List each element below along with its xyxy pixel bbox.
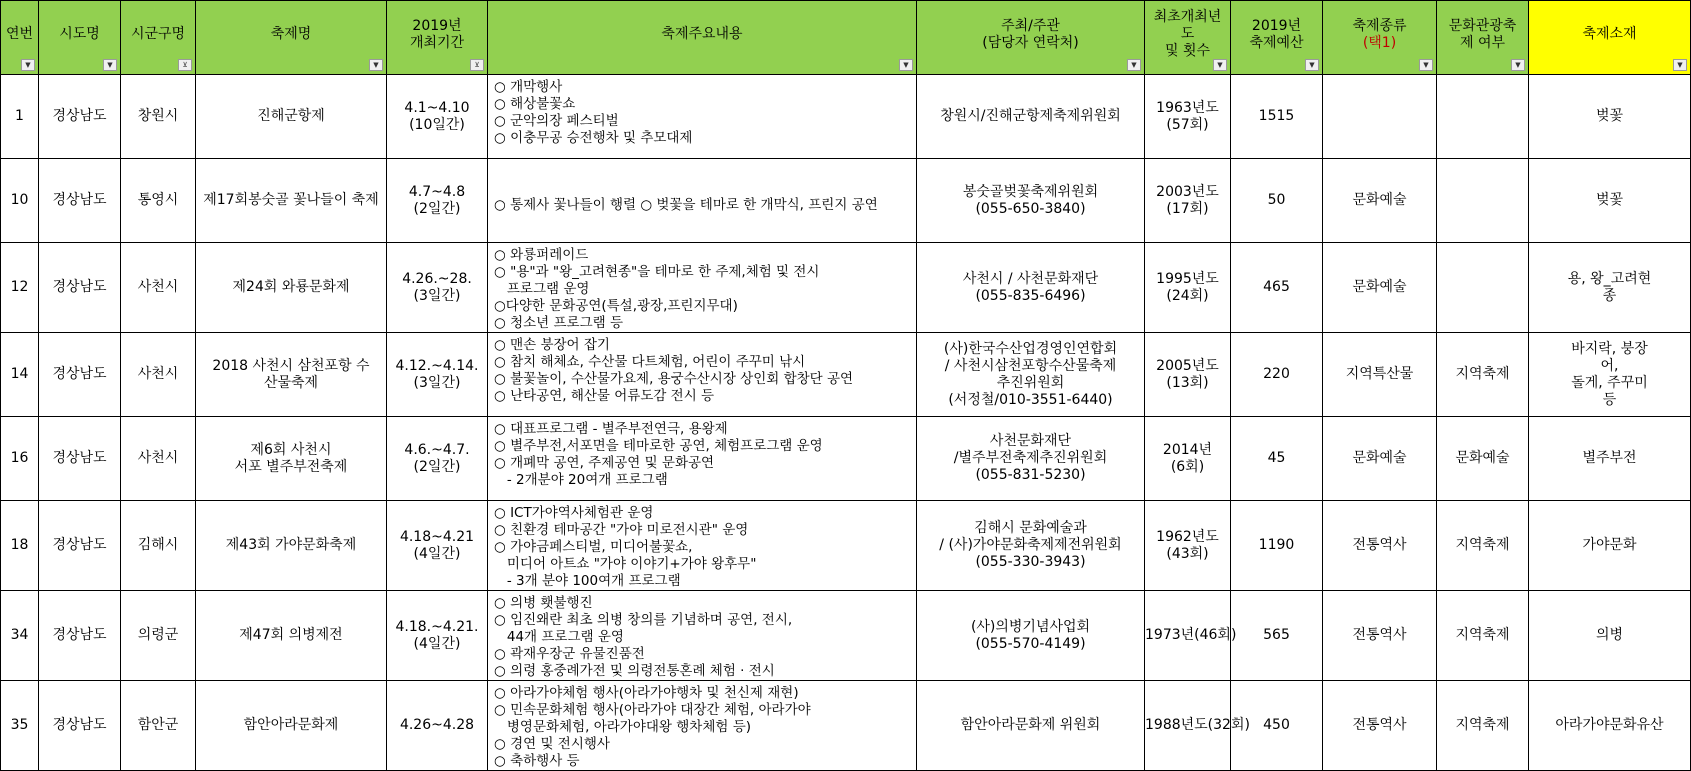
cell-first-held[interactable]: 2005년도 (13회) — [1145, 333, 1231, 417]
cell-theme[interactable]: 용, 왕_고려현 종 — [1529, 243, 1691, 333]
cell-host[interactable]: 사천문화재단 /별주부전축제추진위원회 (055-831-5230) — [917, 417, 1145, 501]
cell-kind[interactable]: 문화예술 — [1323, 417, 1437, 501]
cell-kind[interactable]: 문화예술 — [1323, 159, 1437, 243]
cell-content[interactable]: ○ 통제사 꽃나들이 행렬 ○ 벚꽃을 테마로 한 개막식, 프린지 공연 — [488, 159, 917, 243]
cell-no[interactable]: 16 — [1, 417, 39, 501]
table-row[interactable] — [1, 333, 1691, 417]
cell-no[interactable]: 1 — [1, 75, 39, 159]
cell-sido[interactable]: 경상남도 — [39, 417, 121, 501]
filter-dropdown-icon[interactable]: ▼ — [1305, 59, 1319, 71]
cell-budget[interactable]: 465 — [1231, 243, 1323, 333]
cell-theme[interactable]: 별주부전 — [1529, 417, 1691, 501]
filter-dropdown-icon[interactable]: ▼ — [103, 59, 117, 71]
table-row[interactable] — [1, 417, 1691, 501]
cell-content[interactable]: ○ 대표프로그램 - 별주부전연극, 용왕제 ○ 별주부전,서포면을 테마로한 공연, 체험프로그램 운영 ○ 개폐막 공연, 주제공연 및 문화공연 - 2개분야 20여개 프로그램 — [488, 417, 917, 501]
cell-sigungu[interactable]: 함안군 — [121, 681, 196, 771]
cell-budget[interactable]: 220 — [1231, 333, 1323, 417]
cell-sido[interactable]: 경상남도 — [39, 501, 121, 591]
cell-festival-name[interactable]: 제47회 의병제전 — [196, 591, 387, 681]
cell-content[interactable]: ○ 개막행사 ○ 해상불꽃쇼 ○ 군악의장 페스티벌 ○ 이충무공 승전행차 및 추모대제 — [488, 75, 917, 159]
filter-active-icon[interactable]: ⊻ — [178, 59, 192, 71]
filter-dropdown-icon[interactable]: ▼ — [899, 59, 913, 71]
cell-cultural[interactable]: 지역축제 — [1437, 591, 1529, 681]
cell-theme[interactable]: 의병 — [1529, 591, 1691, 681]
cell-cultural[interactable]: 지역축제 — [1437, 681, 1529, 771]
header-sido: 시도명 ▼ — [39, 1, 121, 75]
filter-dropdown-icon[interactable]: ▼ — [1511, 59, 1525, 71]
cell-sido[interactable]: 경상남도 — [39, 243, 121, 333]
cell-period[interactable]: 4.7~4.8 (2일간) — [387, 159, 488, 243]
cell-theme[interactable]: 가야문화 — [1529, 501, 1691, 591]
cell-host[interactable]: 봉숫골벚꽃축제위원회 (055-650-3840) — [917, 159, 1145, 243]
cell-sigungu[interactable]: 김해시 — [121, 501, 196, 591]
filter-dropdown-icon[interactable]: ▼ — [21, 59, 35, 71]
table-row[interactable] — [1, 681, 1691, 771]
cell-first-held[interactable]: 2014년 (6회) — [1145, 417, 1231, 501]
filter-active-icon[interactable]: ⊻ — [470, 59, 484, 71]
header-first-held: 최초개최년 도 및 횟수 ▼ — [1145, 1, 1231, 75]
cell-content[interactable]: ○ 의병 횃불행진 ○ 임진왜란 최초 의병 창의를 기념하며 공연, 전시, 44개 프로그램 운영 ○ 곽재우장군 유물진품전 ○ 의령 홍중례가전 및 의령전통혼례 체험 · 전시 — [488, 591, 917, 681]
cell-period[interactable]: 4.1~4.10 (10일간) — [387, 75, 488, 159]
cell-period[interactable]: 4.6.~4.7. (2일간) — [387, 417, 488, 501]
header-festival-name: 축제명 ▼ — [196, 1, 387, 75]
cell-first-held[interactable]: 1963년도 (57회) — [1145, 75, 1231, 159]
header-no: 연번 ▼ — [1, 1, 39, 75]
cell-no[interactable]: 10 — [1, 159, 39, 243]
cell-festival-name[interactable]: 함안아라문화제 — [196, 681, 387, 771]
cell-theme[interactable]: 아라가야문화유산 — [1529, 681, 1691, 771]
cell-host[interactable]: (사)의병기념사업회 (055-570-4149) — [917, 591, 1145, 681]
cell-kind[interactable]: 전통역사 — [1323, 591, 1437, 681]
table-row[interactable] — [1, 243, 1691, 333]
table-row[interactable] — [1, 501, 1691, 591]
cell-cultural[interactable]: 지역축제 — [1437, 333, 1529, 417]
cell-festival-name[interactable]: 진해군항제 — [196, 75, 387, 159]
cell-budget[interactable]: 50 — [1231, 159, 1323, 243]
cell-period[interactable]: 4.18.~4.21. (4일간) — [387, 591, 488, 681]
cell-festival-name[interactable]: 제43회 가야문화축제 — [196, 501, 387, 591]
header-host: 주최/주관 (담당자 연락처) ▼ — [917, 1, 1145, 75]
header-kind: 축제종류 (택1) ▼ — [1323, 1, 1437, 75]
cell-budget[interactable]: 565 — [1231, 591, 1323, 681]
cell-sigungu[interactable]: 사천시 — [121, 333, 196, 417]
cell-host[interactable]: (사)한국수산업경영인연합회 / 사천시삼천포항수산물축제 추진위원회 (서정철/010-3551-6440) — [917, 333, 1145, 417]
cell-theme[interactable]: 벚꽃 — [1529, 159, 1691, 243]
filter-dropdown-icon[interactable]: ▼ — [1213, 59, 1227, 71]
cell-period[interactable]: 4.12.~4.14. (3일간) — [387, 333, 488, 417]
cell-sigungu[interactable]: 사천시 — [121, 243, 196, 333]
header-sigungu: 시군구명 ⊻ — [121, 1, 196, 75]
cell-cultural[interactable]: 문화예술 — [1437, 417, 1529, 501]
cell-budget[interactable]: 1190 — [1231, 501, 1323, 591]
cell-festival-name[interactable]: 2018 사천시 삼천포항 수 산물축제 — [196, 333, 387, 417]
table-row[interactable] — [1, 75, 1691, 159]
cell-festival-name[interactable]: 제24회 와룡문화제 — [196, 243, 387, 333]
cell-content[interactable]: ○ ICT가야역사체험관 운영 ○ 친환경 테마공간 "가야 미로전시관" 운영 ○ 가야금페스티벌, 미디어불꽃쇼, 미디어 아트쇼 "가야 이야기+가야 왕후무" - 3개 분야 100여개 프로그램 — [488, 501, 917, 591]
header-cultural: 문화관광축 제 여부 ▼ — [1437, 1, 1529, 75]
cell-sido[interactable]: 경상남도 — [39, 333, 121, 417]
cell-no[interactable]: 12 — [1, 243, 39, 333]
header-budget: 2019년 축제예산 ▼ — [1231, 1, 1323, 75]
cell-sigungu[interactable]: 통영시 — [121, 159, 196, 243]
cell-host[interactable]: 함안아라문화제 위원회 — [917, 681, 1145, 771]
cell-no[interactable]: 35 — [1, 681, 39, 771]
cell-cultural[interactable]: 지역축제 — [1437, 501, 1529, 591]
cell-cultural[interactable] — [1437, 75, 1529, 159]
cell-cultural[interactable] — [1437, 243, 1529, 333]
cell-first-held[interactable]: 1988년도(32회) — [1145, 681, 1231, 771]
cell-no[interactable]: 34 — [1, 591, 39, 681]
cell-first-held[interactable]: 1995년도 (24회) — [1145, 243, 1231, 333]
cell-no[interactable]: 14 — [1, 333, 39, 417]
table-row[interactable] — [1, 591, 1691, 681]
header-kind-note: (택1) — [1362, 34, 1397, 51]
header-period: 2019년 개최기간 ⊻ — [387, 1, 488, 75]
cell-sigungu[interactable]: 사천시 — [121, 417, 196, 501]
cell-festival-name[interactable]: 제6회 사천시 서포 별주부전축제 — [196, 417, 387, 501]
cell-content[interactable]: ○ 와룡퍼레이드 ○ "용"과 "왕_고려현종"을 테마로 한 주제,체험 및 전시 프로그램 운영 ○다양한 문화공연(특설,광장,프린지무대) ○ 청소년 프로그램 등 — [488, 243, 917, 333]
cell-kind[interactable] — [1323, 75, 1437, 159]
cell-period[interactable]: 4.26.~28. (3일간) — [387, 243, 488, 333]
filter-dropdown-icon[interactable]: ▼ — [1419, 59, 1433, 71]
cell-content[interactable]: ○ 아라가야체험 행사(아라가야행차 및 천신제 재현) ○ 민속문화체험 행사(아라가야 대장간 체험, 아라가야 병영문화체험, 아라가야대왕 행차체험 등) ○ 경연 및 전시행사 ○ 축하행사 등 — [488, 681, 917, 771]
filter-dropdown-icon[interactable]: ▼ — [1673, 59, 1687, 71]
cell-kind[interactable]: 지역특산물 — [1323, 333, 1437, 417]
cell-sigungu[interactable]: 창원시 — [121, 75, 196, 159]
cell-host[interactable]: 사천시 / 사천문화재단 (055-835-6496) — [917, 243, 1145, 333]
cell-first-held[interactable]: 1973년(46회) — [1145, 591, 1231, 681]
cell-budget[interactable]: 1515 — [1231, 75, 1323, 159]
cell-sido[interactable]: 경상남도 — [39, 681, 121, 771]
cell-budget[interactable]: 450 — [1231, 681, 1323, 771]
cell-host[interactable]: 김해시 문화예술과 / (사)가야문화축제제전위원회 (055-330-3943) — [917, 501, 1145, 591]
header-content: 축제주요내용 ▼ — [488, 1, 917, 75]
cell-no[interactable]: 18 — [1, 501, 39, 591]
filter-dropdown-icon[interactable]: ▼ — [1127, 59, 1141, 71]
filter-dropdown-icon[interactable]: ▼ — [369, 59, 383, 71]
cell-sido[interactable]: 경상남도 — [39, 75, 121, 159]
cell-cultural[interactable] — [1437, 159, 1529, 243]
cell-kind[interactable]: 문화예술 — [1323, 243, 1437, 333]
cell-sido[interactable]: 경상남도 — [39, 159, 121, 243]
cell-content[interactable]: ○ 맨손 붕장어 잡기 ○ 참치 해체쇼, 수산물 다트체험, 어린이 주꾸미 낚시 ○ 불꽃놀이, 수산물가요제, 용궁수산시장 상인회 합창단 공연 ○ 난타공연, 해산물 어류도감 전시 등 — [488, 333, 917, 417]
cell-period[interactable]: 4.26~4.28 — [387, 681, 488, 771]
table-row[interactable] — [1, 159, 1691, 243]
header-theme: 축제소재 ▼ — [1529, 1, 1691, 75]
cell-festival-name[interactable]: 제17회봉숫골 꽃나들이 축제 — [196, 159, 387, 243]
cell-period[interactable]: 4.18~4.21 (4일간) — [387, 501, 488, 591]
cell-budget[interactable]: 45 — [1231, 417, 1323, 501]
cell-sigungu[interactable]: 의령군 — [121, 591, 196, 681]
cell-kind[interactable]: 전통역사 — [1323, 501, 1437, 591]
cell-theme[interactable]: 벚꽃 — [1529, 75, 1691, 159]
header-row — [1, 1, 1691, 75]
cell-first-held[interactable]: 1962년도 (43회) — [1145, 501, 1231, 591]
cell-host[interactable]: 창원시/진해군항제축제위원회 — [917, 75, 1145, 159]
cell-kind[interactable]: 전통역사 — [1323, 681, 1437, 771]
cell-sido[interactable]: 경상남도 — [39, 591, 121, 681]
cell-first-held[interactable]: 2003년도 (17회) — [1145, 159, 1231, 243]
cell-theme[interactable]: 바지락, 붕장 어, 돌게, 주꾸미 등 — [1529, 333, 1691, 417]
